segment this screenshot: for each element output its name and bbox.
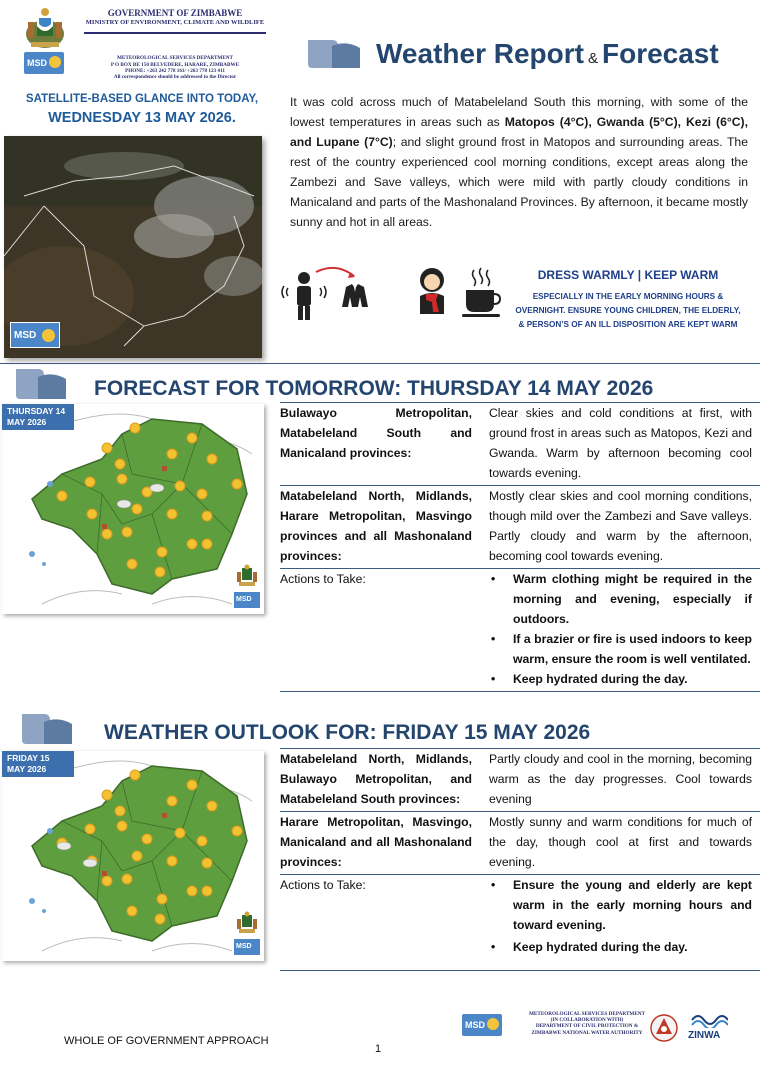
leaf-logo-icon: [14, 367, 68, 401]
advice-line-2: OVERNIGHT. ENSURE YOUNG CHILDREN, THE ELDERLY,: [515, 306, 741, 315]
forecast-map-graphic: [2, 751, 264, 961]
civil-protection-seal-icon: [650, 1014, 678, 1042]
actions-cell: [480, 875, 760, 971]
header-divider: [84, 32, 266, 34]
leaf-logo-icon: [20, 712, 74, 746]
summary-text-lowest-temps: Matopos (4°C), Gwanda (5°C), Kezi (6°C), and Lupane (7°C): [290, 115, 748, 149]
tomorrow-section-title: FORECAST FOR TOMORROW: THURSDAY 14 MAY 2026: [94, 377, 654, 400]
action-item: • Keep hydrated during the day.: [489, 669, 752, 689]
outlook-section-title: WEATHER OUTLOOK FOR: FRIDAY 15 MAY 2026: [104, 721, 591, 744]
advice-line-3: & PERSON’S OF AN ILL DISPOSITION ARE KEPT WARM: [518, 320, 738, 329]
footer-dept-line: METEOROLOGICAL SERVICES DEPARTMENT: [529, 1011, 645, 1017]
leaf-logo-icon: [306, 36, 362, 72]
zimbabwe-coat-of-arms-icon: [22, 6, 68, 50]
footer-dept-line: DEPARTMENT OF CIVIL PROTECTION &: [535, 1023, 639, 1030]
person-with-scarf-icon: [412, 266, 452, 322]
forecast-cell: Mostly sunny and warm conditions for much of the day, though cool at first and towards evening.: [480, 812, 760, 875]
map-msd-logo: MSD: [234, 592, 260, 608]
action-item: • Warm clothing might be required in the morning and evening, especially if outdoors.: [489, 569, 752, 629]
outlook-forecast-table: [280, 748, 760, 971]
action-item: • Keep hydrated during the day.: [489, 937, 752, 957]
footer-dept-line: ZIMBABWE NATIONAL WATER AUTHORITY: [531, 1029, 643, 1036]
ministry-name: MINISTRY OF ENVIRONMENT, CLIMATE AND WILDLIFE: [85, 19, 265, 26]
actions-list: [489, 569, 752, 689]
hot-drink-icon: [460, 266, 502, 322]
dress-warmly-heading: DRESS WARMLY | KEEP WARM: [537, 268, 719, 282]
region-cell: Bulawayo Metropolitan, Matabeleland South and Manicaland provinces:: [280, 403, 480, 486]
department-name: METEOROLOGICAL SERVICES DEPARTMENT: [117, 55, 233, 61]
today-date-heading: WEDNESDAY 13 MAY 2026.: [48, 110, 236, 126]
coat-of-arms-icon: [235, 911, 259, 935]
region-cell: Matabeleland North, Midlands, Bulawayo Metropolitan, and Matabeleland South provinces:: [280, 749, 480, 812]
department-phone: PHONE: +263 242 778 161/ +263 778 123 411: [125, 68, 225, 74]
map-date-line-2: MAY 2026: [7, 764, 47, 774]
table-row: [280, 569, 760, 692]
coat-of-arms-icon: [235, 564, 259, 588]
forecast-cell: Mostly clear skies and cool morning conditions, though mild over the Zambezi and Save valleys. Partly cloudy and warm by the afternoon, becoming cool towards evening.: [480, 486, 760, 569]
map-date-line-2: MAY 2026: [7, 417, 47, 427]
msd-logo: MSD: [24, 52, 64, 74]
footer-departments: [528, 1011, 646, 1036]
table-row: [280, 749, 760, 812]
map-msd-logo: MSD: [234, 939, 260, 955]
section-divider: [0, 363, 760, 364]
dress-warmly-advice: [506, 290, 750, 332]
actions-label: Actions to Take:: [280, 875, 480, 971]
satellite-image: [4, 136, 262, 358]
map-date-line-1: FRIDAY 15: [7, 753, 50, 763]
actions-label: Actions to Take:: [280, 569, 480, 692]
government-name: GOVERNMENT OF ZIMBABWE: [107, 8, 243, 18]
summary-text-2: ; and slight ground frost in Matopos and surrounding areas. The rest of the country experienced cool morning conditions, except areas along the Zambezi and Save valleys, which were mild with partly cloudy conditions in Manicaland and parts of the Mashonaland Provinces. By afternoon, it became mostly sunny and hot in all areas.: [290, 135, 748, 229]
forecast-cell: Clear skies and cold conditions at first, with ground frost in areas such as Matopos, Kezi and Gwanda. Warm by afternoon becoming cool towards evening.: [480, 403, 760, 486]
map-date-line-1: THURSDAY 14: [7, 406, 66, 416]
report-title: Weather Report & Forecast: [376, 38, 719, 69]
summary-text-1: It was cold across much of Matabeleland South this morning, with some of the lowest temperatures in areas such as: [290, 95, 748, 129]
actions-cell: [480, 569, 760, 692]
forecast-cell: Partly cloudy and cool in the morning, becoming warm as the day progresses. Cool towards evening: [480, 749, 760, 812]
tomorrow-forecast-table: [280, 402, 760, 692]
forecast-map-graphic: [2, 404, 264, 614]
footer-slogan: WHOLE OF GOVERNMENT APPROACH: [64, 1035, 269, 1047]
table-row: [280, 875, 760, 971]
satellite-msd-logo: MSD: [10, 322, 60, 348]
region-cell: Matabeleland North, Midlands, Harare Metropolitan, Masvingo provinces and all Mashonaland provinces:: [280, 486, 480, 569]
today-summary: [290, 92, 748, 232]
department-address: P O BOX BE 150 BELVEDERE, HARARE, ZIMBABWE: [110, 62, 240, 68]
cold-person-and-jacket-icon: [276, 266, 372, 322]
zinwa-logo-text: ZINWA: [688, 1030, 721, 1041]
map-date-label: [2, 404, 74, 430]
footer-msd-logo: MSD: [462, 1014, 502, 1036]
action-item: • If a brazier or fire is used indoors to keep warm, ensure the room is well ventilated.: [489, 629, 752, 669]
department-note: All correspondence should be addressed to the Director: [113, 74, 237, 80]
advice-line-1: ESPECIALLY IN THE EARLY MORNING HOURS &: [532, 292, 724, 301]
actions-list: [489, 875, 752, 957]
region-cell: Harare Metropolitan, Masvingo, Manicaland and all Mashonaland provinces:: [280, 812, 480, 875]
table-row: [280, 486, 760, 569]
satellite-heading: SATELLITE-BASED GLANCE INTO TODAY,: [25, 93, 259, 105]
zinwa-wave-icon: [690, 1012, 728, 1028]
footer-dept-line: (IN COLLABORATION WITH): [550, 1017, 624, 1024]
tomorrow-forecast-map: [2, 404, 264, 614]
page-number: 1: [375, 1043, 382, 1055]
outlook-forecast-map: [2, 751, 264, 961]
action-item: • Ensure the young and elderly are kept warm in the early morning hours and toward evening.: [489, 875, 752, 935]
map-date-label: [2, 751, 74, 777]
table-row: [280, 812, 760, 875]
table-row: [280, 403, 760, 486]
